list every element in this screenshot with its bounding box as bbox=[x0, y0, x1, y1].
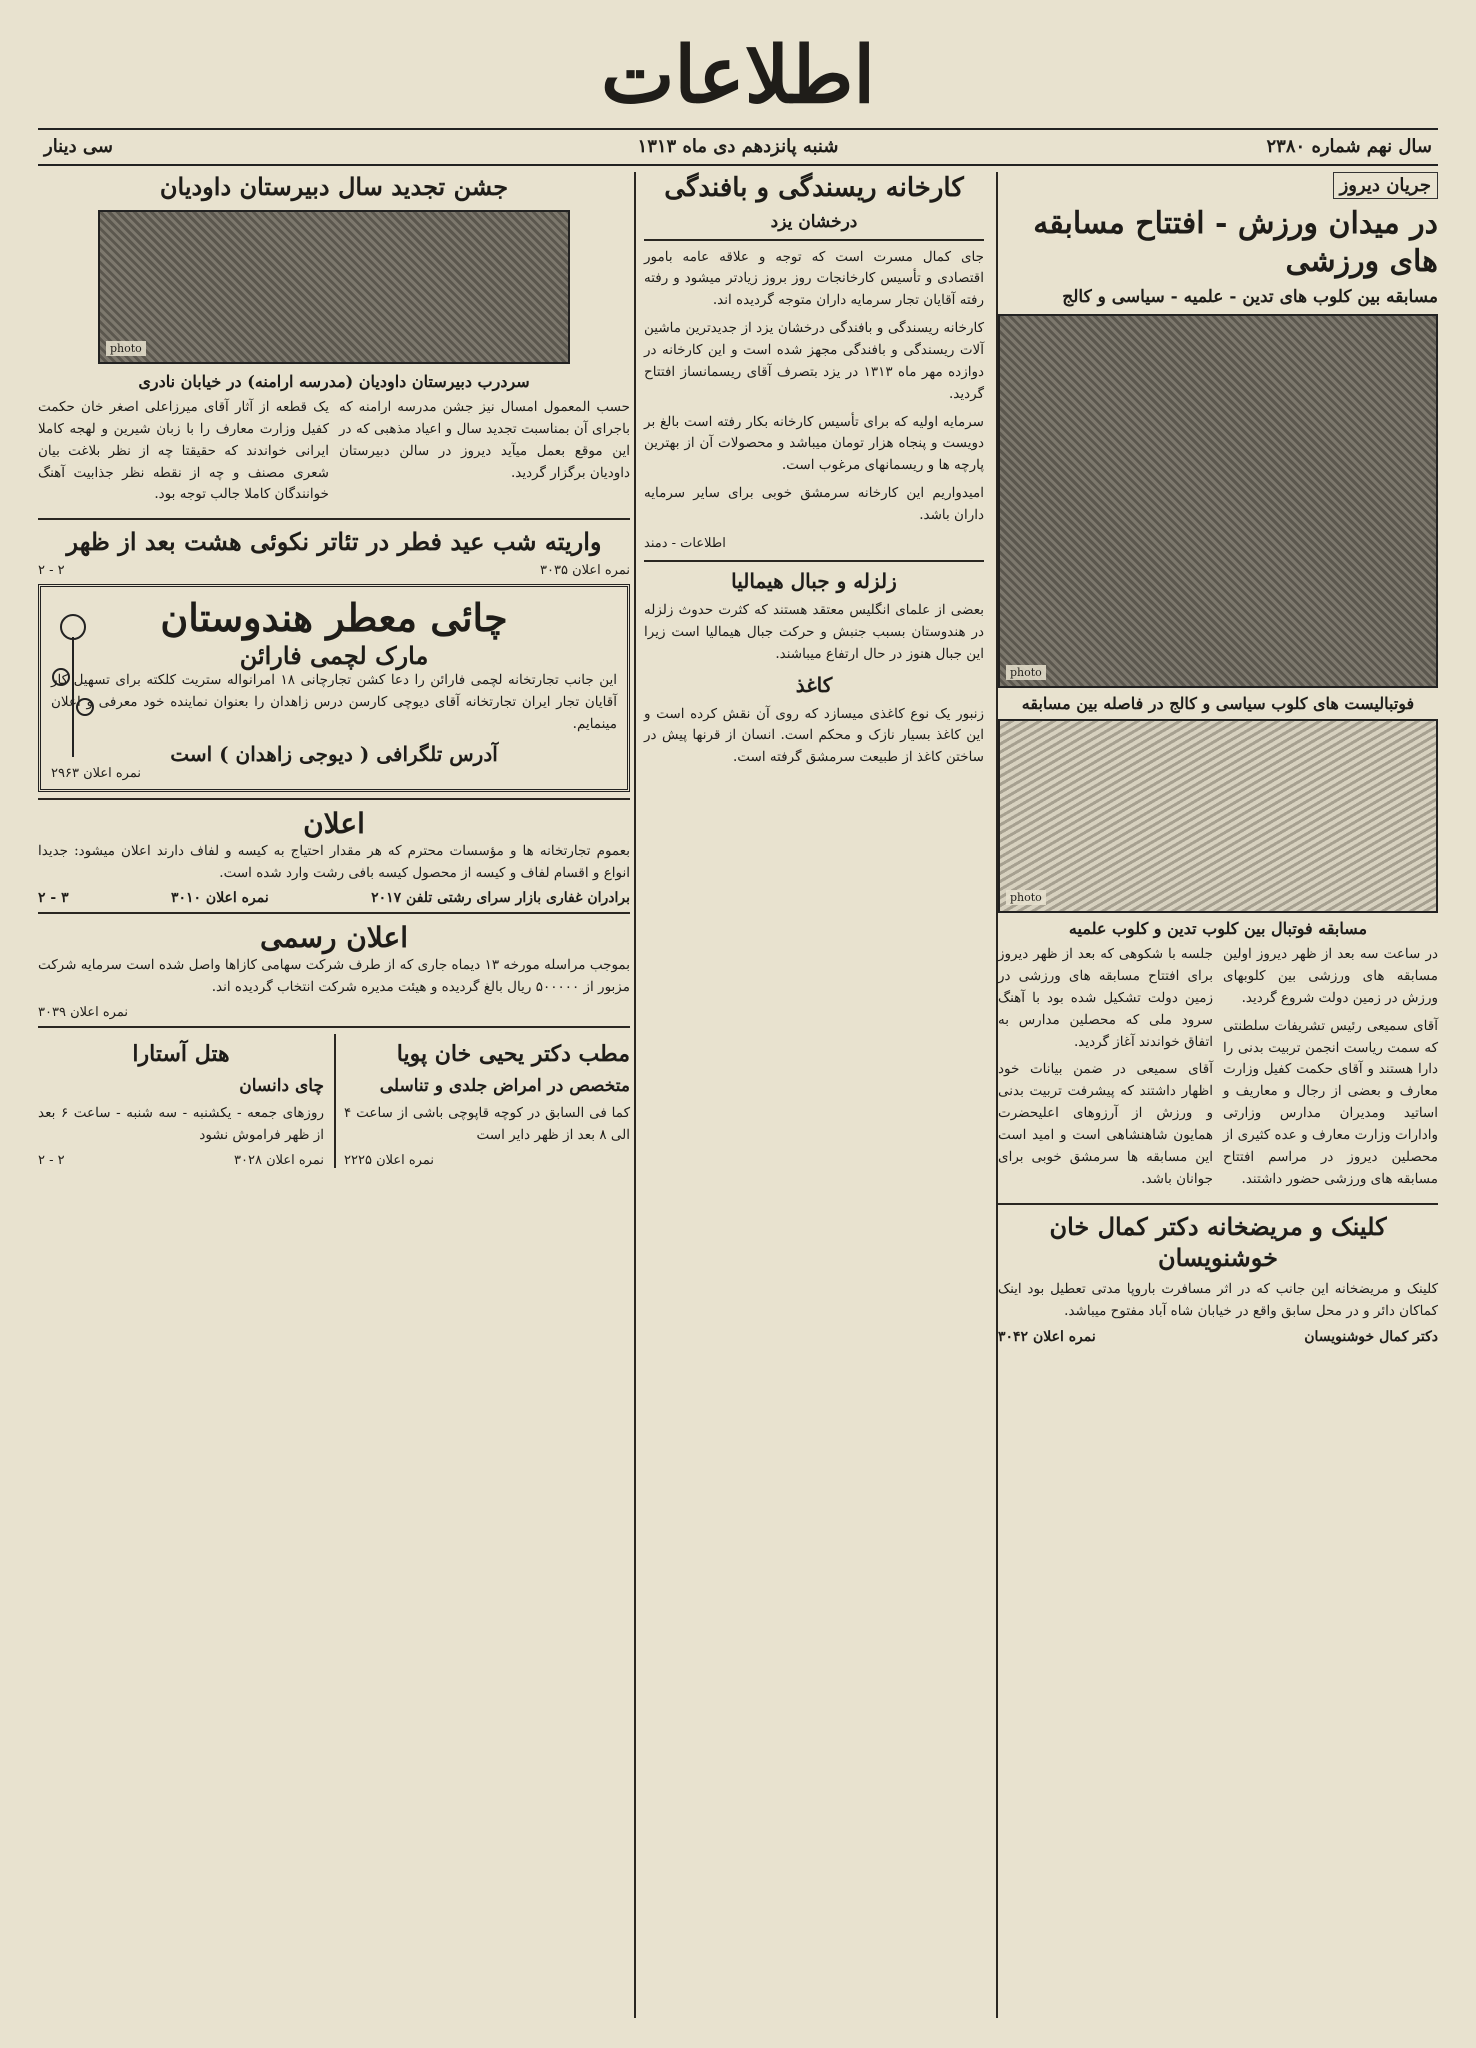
sports-headline: در میدان ورزش - افتتاح مسابقه های ورزشی bbox=[1033, 206, 1438, 279]
masthead-title: اطلاعات bbox=[600, 30, 876, 121]
clinic-number: نمره اعلان ۳۰۴۲ bbox=[998, 1328, 1096, 1345]
hotel-body: روزهای جمعه - یکشنبه - سه شنبه - ساعت ۶ بعد از ظهر فراموش نشود bbox=[38, 1104, 324, 1143]
issue-line bbox=[38, 128, 1438, 166]
doctor-body: کما فی السابق در کوچه قاپوچی باشی از ساعت ۴ الی ۸ بعد از ظهر دایر است bbox=[344, 1104, 630, 1143]
football-team-photo bbox=[998, 314, 1438, 688]
notice-count: ۳ - ۲ bbox=[38, 890, 69, 907]
doctor-title: مطب دکتر یحیی خان پویا bbox=[396, 1041, 630, 1068]
tea-title: چائی معطر هندوستان bbox=[160, 595, 508, 641]
varieté-count: ۲ - ۲ bbox=[38, 563, 65, 579]
clinic-sign: دکتر کمال خوشنویسان bbox=[1304, 1328, 1438, 1345]
official-number: نمره اعلان ۳۰۳۹ bbox=[38, 1005, 128, 1021]
sports-body bbox=[998, 944, 1438, 1196]
paragraph: امیدواریم این کارخانه سرمشق خوبی برای سایر سرمایه داران باشد. bbox=[644, 485, 984, 524]
school-headline: جشن تجدید سال دبیرستان داودیان bbox=[159, 172, 509, 201]
issue-number: سال نهم شماره ۲۳۸۰ bbox=[1266, 136, 1432, 157]
paper-title: کاغذ bbox=[795, 672, 833, 697]
notice-sign: برادران غفاری بازار سرای رشتی تلفن ۲۰۱۷ bbox=[371, 890, 630, 907]
factory-subhead: درخشان یزد bbox=[770, 211, 858, 232]
quake-title: زلزله و جبال هیمالیا bbox=[731, 568, 897, 593]
clinic-body: کلینک و مریضخانه این جانب که در اثر مسافرت باروپا مدتی تعطیل بود اینک کماکان دائر و در محل سابق واقع در خیابان شاه آباد مفتوح میباشد. bbox=[998, 1280, 1438, 1319]
photo2-caption: مسابقه فوتبال بین کلوب تدین و کلوب علمیه bbox=[1068, 919, 1368, 939]
paragraph: سرمایه اولیه که برای تأسیس کارخانه بکار رفته است بالغ بر دویست و پنجاه هزار تومان میباشد و محصولات آن از بهترین پارچه ها و ریسمانهای مرغوب است. bbox=[644, 413, 984, 474]
varieté-ad: واریته شب عید فطر در تئاتر نکوئی هشت بعد از ظهر bbox=[66, 527, 602, 557]
issue-price: سی دینار bbox=[44, 136, 113, 157]
school-body bbox=[38, 397, 630, 512]
doctor-subtitle: متخصص در امراض جلدی و تناسلی bbox=[379, 1075, 630, 1096]
hotel-count: ۲ - ۲ bbox=[38, 1152, 65, 1168]
notice-title: اعلان bbox=[303, 806, 365, 840]
tea-body: این جانب تجارتخانه لچمی فارائن را دعا کشن تجارچانی ۱۸ امرانواله ستریت کلکته برای تسهیل کار آقایان تجار ایران تجارتخانه آقای دیوچی کارسن درس زاهدان را بعنوان نماینده خود معرفی و اعلان مینمایم. bbox=[51, 672, 617, 732]
tea-subtitle: مارک لچمی فارائن bbox=[239, 641, 429, 671]
hotel-ad bbox=[38, 1034, 324, 1167]
photo1-caption: فوتبالیست های کلوب سیاسی و کالج در فاصله بین مسابقه bbox=[1021, 694, 1415, 714]
factory-sign: اطلاعات - دمند bbox=[644, 535, 726, 551]
paragraph: جلسه با شکوهی که بعد از ظهر دیروز برای افتتاح مسابقه های ورزشی در زمین دولت تشکیل شده بود با آهنگ سرود ملی که محصلین مدارس به اتفاق خواندند آغاز گردید. bbox=[998, 946, 1213, 1050]
hotel-subtitle: چای دانسان bbox=[239, 1075, 324, 1096]
divider bbox=[644, 239, 984, 241]
paragraph: آقای سمیعی در ضمن بیانات خود اظهار داشتند که پیشرفت تربیت بدنی و ورزش از آرزوهای اعلیحضرت همایون شاهنشاهی است و امید است این مسابقه ها سرمشق خوبی برای جوانان باشد. bbox=[998, 1061, 1213, 1187]
bottom-ads bbox=[38, 1034, 630, 1167]
column-sports bbox=[996, 172, 1438, 2018]
hotel-title: هتل آستارا bbox=[132, 1041, 230, 1068]
divider bbox=[998, 1203, 1438, 1205]
divider bbox=[644, 560, 984, 562]
paragraph: جای کمال مسرت است که توجه و علاقه عامه بامور اقتصادی و تأسیس کارخانجات روز بروز زیادتر میشود و رفته رفته آقایان تجار سرمایه داران متوجه گردیده اند. bbox=[644, 248, 984, 309]
paragraph: آقای سمیعی رئیس تشریفات سلطنتی که سمت ریاست انجمن تربیت بدنی را دارا هستند و آقای حکمت کفیل وزارت معارف و بعضی از رجال و معاریف و اساتید ومدیران مدارس وزارتی وادارات وزارت معارف و عده کثیری از محصلین دیروز در مراسم افتتاح مسابقه های ورزشی حضور داشتند. bbox=[1223, 1017, 1438, 1187]
tea-address: آدرس تلگرافی ( دیوجی زاهدان ) است bbox=[170, 741, 498, 766]
divider bbox=[38, 798, 630, 800]
divider bbox=[38, 1026, 630, 1028]
tea-number: نمره اعلان ۲۹۶۳ bbox=[51, 765, 141, 781]
kicker: جریان دیروز bbox=[1333, 172, 1438, 199]
official-body: بموجب مراسله مورخه ۱۳ دیماه جاری که از طرف شرکت سهامی کازاها واصل شده است سرمایه شرکت مزبور از ۵۰۰۰۰۰ ریال بالغ گردیده و هیئت مدیره شرکت انتخاب گردیده اند. bbox=[38, 957, 630, 996]
issue-date: شنبه پانزدهم دی ماه ۱۳۱۳ bbox=[637, 136, 839, 157]
paper-body: زنبور یک نوع کاغذی میسازد که روی آن نقش کرده است و این کاغذ بسیار نازک و محکم است. انسان از قرنها پیش در ساختن کاغذ از طبیعت سرمشق گرفته است. bbox=[644, 705, 984, 766]
hotel-number: نمره اعلان ۳۰۲۸ bbox=[234, 1152, 324, 1168]
factory-headline: کارخانه ریسندگی و بافندگی bbox=[664, 173, 964, 203]
notice-number: نمره اعلان ۳۰۱۰ bbox=[170, 890, 269, 907]
varieté-number: نمره اعلان ۳۰۳۵ bbox=[540, 563, 630, 579]
paragraph: یک قطعه از آثار آقای میرزاعلی اصغر خان حکمت کفیل وزارت معارف را با زبان شیرین و لهجه کاملا ایرانی خواندند که حقیقتا چه از نظر بلاغت بیان شعری مصنف و چه از نقطه نظر جذابیت آهنگ خوانندگان کاملا جالب توجه بود. bbox=[38, 399, 329, 503]
football-match-photo bbox=[998, 719, 1438, 913]
notice-body: بعموم تجارتخانه ها و مؤسسات محترم که هر مقدار احتیاج به کیسه و لفاف دارند اعلان میشود: جدیدا انواع و اقسام لفاف و کیسه از محصول کیسه بافی رشت وارد شده است. bbox=[38, 842, 630, 881]
paragraph: در ساعت سه بعد از ظهر دیروز اولین مسابقه های ورزشی بین کلوبهای ورزش در زمین دولت شروع گردید. bbox=[1223, 946, 1438, 1006]
official-title: اعلان رسمی bbox=[259, 921, 408, 955]
divider bbox=[38, 912, 630, 914]
tea-ad bbox=[38, 584, 630, 791]
quake-body: بعضی از علمای انگلیس معتقد هستند که کثرت حدوث زلزله در هندوستان بسبب جنبش و حرکت جبال هیمالیا است زیرا این جبال هنوز در حال ارتفاع میباشند. bbox=[644, 601, 984, 662]
doctor-ad bbox=[334, 1034, 630, 1167]
school-photo bbox=[98, 210, 570, 364]
paragraph: حسب المعمول امسال نیز جشن مدرسه ارامنه که باجرای آن بمناسبت تجدید سال و اعیاد مذهبی که در این موقع بعمل میآید دیروز در سالن دبیرستان داودیان برگزار گردید. bbox=[339, 399, 630, 481]
sports-subhead: مسابقه بین کلوب های تدین - علمیه - سیاسی و کالج bbox=[1062, 287, 1438, 307]
column-left bbox=[38, 172, 630, 2018]
photo-label: photo bbox=[106, 341, 146, 356]
clinic-title: کلینک و مریضخانه دکتر کمال خان خوشنویسان bbox=[1049, 1211, 1387, 1272]
divider bbox=[38, 518, 630, 520]
flower-ornament-icon bbox=[49, 597, 97, 757]
school-photo-caption: سردرب دبیرستان داودیان (مدرسه ارامنه) در خیابان نادری bbox=[138, 372, 530, 391]
column-factory bbox=[634, 172, 984, 2018]
photo-label: photo bbox=[1006, 890, 1046, 905]
paragraph: کارخانه ریسندگی و بافندگی درخشان یزد از جدیدترین ماشین آلات ریسندگی و بافندگی مجهز شده است و این کارخانه در دوازده مهر ماه ۱۳۱۳ در یزد بتصرف آقای ریسمانساز افتتاح گردید. bbox=[644, 320, 984, 402]
doctor-number: نمره اعلان ۲۲۲۵ bbox=[344, 1152, 434, 1168]
photo-label: photo bbox=[1006, 665, 1046, 680]
